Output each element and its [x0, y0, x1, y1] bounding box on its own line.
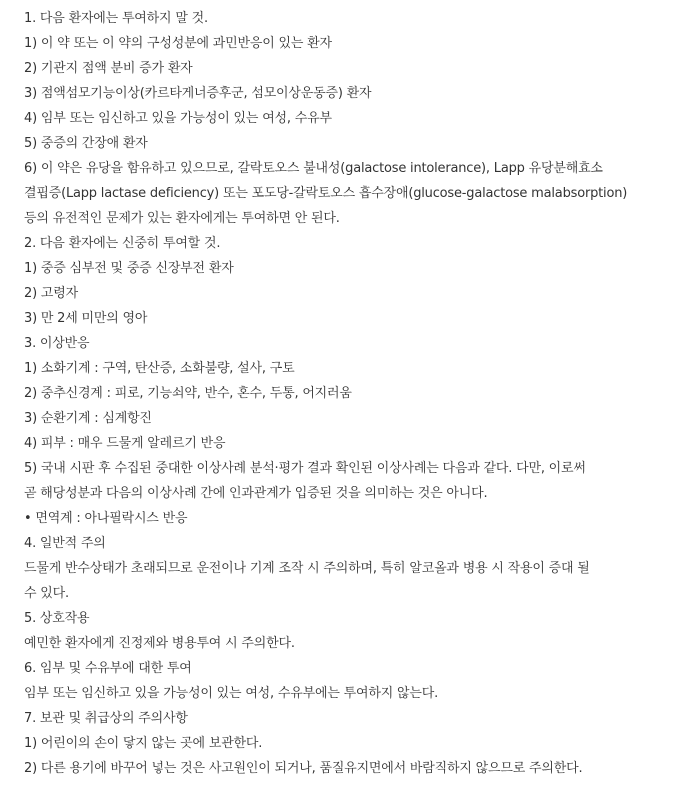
- list-item: 1) 중증 심부전 및 중증 신장부전 환자: [24, 261, 234, 276]
- paragraph-text-continued: 수 있다.: [24, 586, 69, 601]
- bullet-item: • 면역계 : 아나필락시스 반응: [24, 511, 188, 526]
- section-heading-storage: 7. 보관 및 취급상의 주의사항: [24, 711, 188, 726]
- section-heading-general-precautions: 4. 일반적 주의: [24, 536, 106, 551]
- section-heading-interactions: 5. 상호작용: [24, 611, 90, 626]
- list-item: 2) 기관지 점액 분비 증가 환자: [24, 61, 193, 76]
- list-item: 1) 소화기계 : 구역, 탄산증, 소화불량, 설사, 구토: [24, 361, 295, 376]
- list-item: 3) 점액섬모기능이상(카르타게너증후군, 섬모이상운동증) 환자: [24, 86, 372, 101]
- list-item: 1) 이 약 또는 이 약의 구성성분에 과민반응이 있는 환자: [24, 36, 332, 51]
- list-item: 4) 피부 : 매우 드물게 알레르기 반응: [24, 436, 226, 451]
- section-heading-pregnancy: 6. 임부 및 수유부에 대한 투여: [24, 661, 192, 676]
- section-heading-adverse-reactions: 3. 이상반응: [24, 336, 90, 351]
- list-item-continued: 결핍증(Lapp lactase deficiency) 또는 포도당-갈락토오스 흡수장애(glucose-galactose malabsorption): [24, 186, 628, 201]
- list-item: 2) 다른 용기에 바꾸어 넣는 것은 사고원인이 되거나, 품질유지면에서 바람직하지 않으므로 주의한다.: [24, 761, 583, 776]
- paragraph-text: 임부 또는 임신하고 있을 가능성이 있는 여성, 수유부에는 투여하지 않는다.: [24, 686, 438, 701]
- list-item: 3) 순환기계 : 심계항진: [24, 411, 152, 426]
- list-item: 6) 이 약은 유당을 함유하고 있으므로, 갈락토오스 불내성(galactose intolerance), Lapp 유당분해효소: [24, 161, 603, 176]
- section-heading-caution: 2. 다음 환자에는 신중히 투여할 것.: [24, 236, 221, 251]
- list-item: 2) 중추신경계 : 피로, 기능쇠약, 반수, 혼수, 두통, 어지러움: [24, 386, 352, 401]
- list-item: 2) 고령자: [24, 286, 78, 301]
- list-item: 3) 만 2세 미만의 영아: [24, 311, 148, 326]
- list-item-continued: 등의 유전적인 문제가 있는 환자에게는 투여하면 안 된다.: [24, 211, 340, 226]
- list-item: 5) 국내 시판 후 수집된 중대한 이상사례 분석·평가 결과 확인된 이상사례는 다음과 같다. 다만, 이로써: [24, 461, 586, 476]
- list-item-continued: 곧 해당성분과 다음의 이상사례 간에 인과관계가 입증된 것을 의미하는 것은 아니다.: [24, 486, 488, 501]
- list-item: 5) 중증의 간장애 환자: [24, 136, 148, 151]
- paragraph-text: 드물게 반수상태가 초래되므로 운전이나 기계 조작 시 주의하며, 특히 알코올과 병용 시 작용이 증대 될: [24, 561, 590, 576]
- paragraph-text: 예민한 환자에게 진정제와 병용투여 시 주의한다.: [24, 636, 295, 651]
- section-heading-contraindications: 1. 다음 환자에는 투여하지 말 것.: [24, 11, 208, 26]
- list-item: 1) 어린이의 손이 닿지 않는 곳에 보관한다.: [24, 736, 263, 751]
- list-item: 4) 임부 또는 임신하고 있을 가능성이 있는 여성, 수유부: [24, 111, 332, 126]
